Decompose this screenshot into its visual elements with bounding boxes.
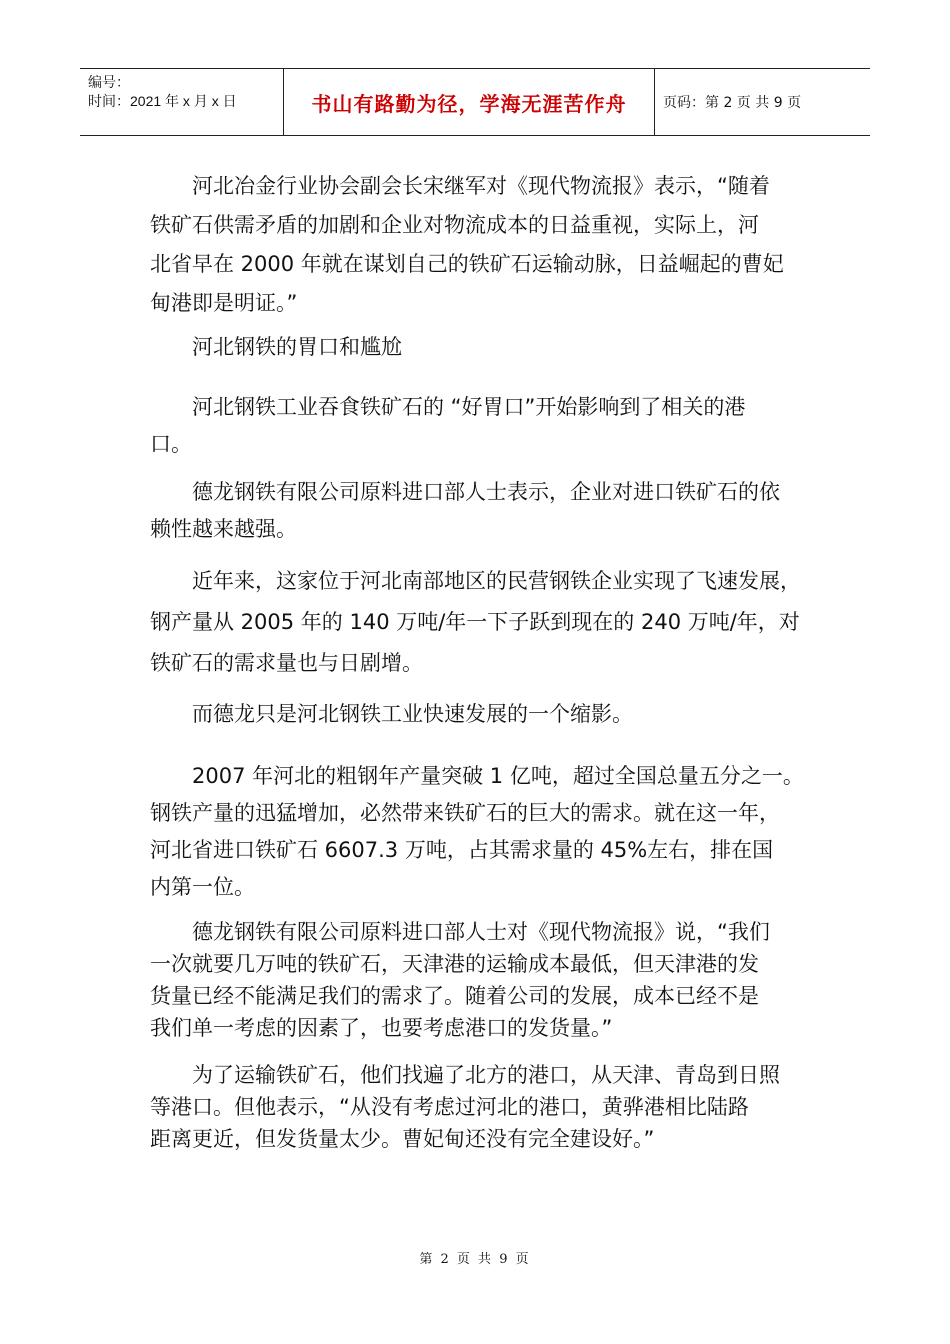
- paragraph-line: 河北冶金行业协会副会长宋继军对《现代物流报》表示，“随着: [150, 174, 770, 198]
- paragraph-line: 内第一位。: [150, 875, 255, 899]
- paragraph-line: 等港口。但他表示，“从没有考虑过河北的港口，黄骅港相比陆路: [150, 1095, 749, 1119]
- header-page-info: 页码：第 2 页 共 9 页: [663, 95, 802, 111]
- paragraph-line: 口。: [150, 432, 192, 456]
- section-heading: [150, 328, 800, 367]
- paragraph-line: 甸港即是明证。”: [150, 291, 298, 315]
- paragraph-line: 一次就要几万吨的铁矿石，天津港的运输成本最低，但天津港的发: [150, 952, 759, 976]
- paragraph-line: 钢铁产量的迅猛增加，必然带来铁矿石的巨大的需求。就在这一年，: [150, 801, 780, 825]
- paragraph: [150, 474, 800, 548]
- paragraph-line: 货量已经不能满足我们的需求了。随着公司的发展，成本已经不是: [150, 984, 759, 1008]
- paragraph-line: 2007 年河北的粗钢年产量突破 1 亿吨，超过全国总量五分之一。: [150, 764, 804, 788]
- paragraph-line: 河北省进口铁矿石 6607.3 万吨，占其需求量的 45%左右，排在国: [150, 838, 774, 862]
- header-meta: [80, 69, 283, 135]
- paragraph-line: 德龙钢铁有限公司原料进口部人士表示，企业对进口铁矿石的依: [150, 480, 780, 504]
- header-motto: 书山有路勤为径，学海无涯苦作舟: [311, 91, 627, 116]
- document-number-label: 编号：: [88, 74, 130, 90]
- paragraph-line: 铁矿石的需求量也与日剧增。: [150, 651, 423, 675]
- paragraph-line: 我们单一考虑的因素了，也要考虑港口的发货量。”: [150, 1016, 613, 1040]
- paragraph-line: 德龙钢铁有限公司原料进口部人士对《现代物流报》说，“我们: [150, 920, 770, 944]
- paragraph: [150, 758, 804, 906]
- header-motto-cell: [283, 69, 655, 135]
- paragraph-line: 钢产量从 2005 年的 140 万吨/年一下子跃到现在的 240 万吨/年，对: [150, 610, 800, 634]
- paragraph: [150, 695, 800, 734]
- paragraph-line: 近年来，这家位于河北南部地区的民营钢铁企业实现了飞速发展，: [150, 569, 801, 593]
- paragraph-line: 为了运输铁矿石，他们找遍了北方的港口，从天津、青岛到日照: [150, 1063, 780, 1087]
- document-date-label: 时间：2021 年 x 月 x 日: [88, 93, 237, 109]
- page-header: [80, 68, 870, 136]
- paragraph: [150, 167, 800, 323]
- paragraph: [150, 1059, 800, 1155]
- paragraph: [150, 916, 800, 1044]
- paragraph-line: 铁矿石供需矛盾的加剧和企业对物流成本的日益重视，实际上，河: [150, 213, 759, 237]
- paragraph-line: 北省早在 2000 年就在谋划自己的铁矿石运输动脉，日益崛起的曹妃: [150, 252, 784, 276]
- paragraph: [150, 389, 800, 463]
- paragraph-line: 河北钢铁的胃口和尴尬: [150, 335, 402, 359]
- paragraph-line: 而德龙只是河北钢铁工业快速发展的一个缩影。: [150, 702, 633, 726]
- paragraph-line: 河北钢铁工业吞食铁矿石的 “好胃口”开始影响到了相关的港: [150, 395, 746, 419]
- paragraph: [150, 561, 800, 684]
- paragraph-line: 赖性越来越强。: [150, 517, 297, 541]
- header-page-info-cell: [655, 69, 870, 135]
- paragraph-line: 距离更近，但发货量太少。曹妃甸还没有完全建设好。”: [150, 1127, 655, 1151]
- page-footer: 第 2 页 共 9 页: [419, 1252, 531, 1267]
